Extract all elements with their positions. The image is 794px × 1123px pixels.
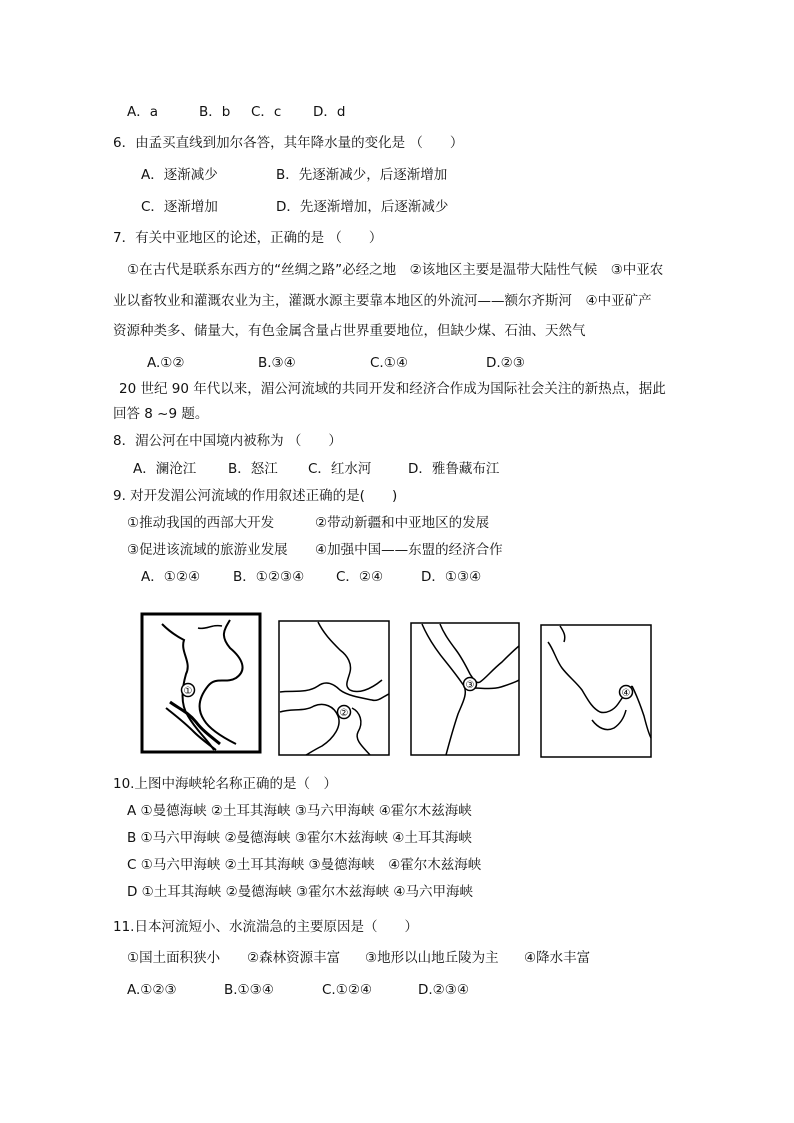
q6-option-b[interactable]: B．先逐渐减少，后逐渐增加 — [276, 167, 448, 183]
q7-body-line-3: 资源种类多、储量大，有色金属含量占世界重要地位，但缺少煤、石油、天然气 — [113, 323, 586, 339]
q7-body-line-1: ①在古代是联系东西方的“丝绸之路”必经之地 ②该地区主要是温带大陆性气候 ③中亚农 — [127, 262, 664, 278]
intro-8-9-line-2: 回答 8 ~9 题。 — [113, 406, 209, 422]
q9-item-2: ②带动新疆和中亚地区的发展 — [315, 515, 490, 531]
strait-map-2 — [278, 620, 390, 756]
q9-option-d[interactable]: D．①③④ — [421, 569, 482, 585]
q6-option-a[interactable]: A．逐渐减少 — [141, 167, 218, 183]
q8-option-c[interactable]: C．红水河 — [308, 461, 372, 477]
q7-option-b[interactable]: B.③④ — [258, 355, 296, 371]
q9-option-a[interactable]: A．①②④ — [141, 569, 201, 585]
q9-item-3: ③促进该流域的旅游业发展 — [127, 542, 288, 558]
q11-option-c[interactable]: C.①②④ — [322, 982, 373, 998]
q8-stem: 8．湄公河在中国境内被称为 （ ） — [113, 433, 342, 449]
strait-label-4: ④ — [621, 688, 631, 699]
q10-option-d[interactable]: D ①土耳其海峡 ②曼德海峡 ③霍尔木兹海峡 ④马六甲海峡 — [127, 884, 473, 900]
q11-option-d[interactable]: D.②③④ — [418, 982, 469, 998]
q8-option-b[interactable]: B．怒江 — [228, 461, 278, 477]
q8-option-d[interactable]: D．雅鲁藏布江 — [408, 461, 500, 477]
q6-option-d[interactable]: D．先逐渐增加，后逐渐减少 — [276, 199, 449, 215]
q6-stem: 6．由孟买直线到加尔各答，其年降水量的变化是 （ ） — [113, 135, 464, 151]
q5-option-c[interactable]: C．c — [251, 104, 282, 120]
q9-stem: 9. 对开发湄公河流域的作用叙述正确的是( ) — [113, 488, 398, 504]
strait-label-1: ① — [183, 686, 193, 697]
q9-options — [141, 568, 481, 586]
intro-8-9-line-1: 20 世纪 90 年代以来，湄公河流域的共同开发和经济合作成为国际社会关注的新热点，据此 — [119, 381, 666, 397]
strait-label-2: ② — [339, 708, 349, 719]
q6-option-c[interactable]: C．逐渐增加 — [141, 199, 218, 215]
q7-option-d[interactable]: D.②③ — [486, 355, 525, 371]
q10-option-a[interactable]: A ①曼德海峡 ②土耳其海峡 ③马六甲海峡 ④霍尔木兹海峡 — [127, 803, 472, 819]
q11-item-2: ②森林资源丰富 — [247, 950, 341, 966]
q7-option-a[interactable]: A.①② — [147, 355, 185, 371]
strait-map-4 — [540, 624, 652, 758]
q7-option-c[interactable]: C.①④ — [370, 355, 408, 371]
q10-option-c[interactable]: C ①马六甲海峡 ②土耳其海峡 ③曼德海峡 ④霍尔木兹海峡 — [127, 857, 482, 873]
q9-item-4: ④加强中国——东盟的经济合作 — [315, 542, 503, 558]
q9-option-c[interactable]: C．②④ — [336, 569, 384, 585]
q7-body-line-2: 业以畜牧业和灌溉农业为主，灌溉水源主要靠本地区的外流河——额尔齐斯河 ④中亚矿产 — [113, 293, 652, 309]
q11-item-1: ①国土面积狭小 — [127, 950, 221, 966]
strait-maps — [140, 612, 660, 762]
q5-option-b[interactable]: B．b — [199, 104, 231, 120]
strait-label-3: ③ — [465, 680, 475, 691]
q7-stem: 7．有关中亚地区的论述，正确的是 （ ） — [113, 230, 383, 246]
q8-options — [133, 460, 499, 478]
q9-option-b[interactable]: B．①②③④ — [233, 569, 305, 585]
strait-map-3 — [410, 622, 520, 756]
q11-option-a[interactable]: A.①②③ — [127, 982, 177, 998]
strait-map-1 — [140, 612, 262, 754]
q11-option-b[interactable]: B.①③④ — [224, 982, 274, 998]
q5-options — [127, 103, 345, 121]
q9-item-1: ①推动我国的西部大开发 — [127, 515, 275, 531]
q10-stem: 10.上图中海峡轮名称正确的是（ ） — [113, 776, 337, 792]
q11-item-3: ③地形以山地丘陵为主 — [365, 950, 499, 966]
q5-option-d[interactable]: D．d — [313, 104, 346, 120]
q10-option-b[interactable]: B ①马六甲海峡 ②曼德海峡 ③霍尔木兹海峡 ④土耳其海峡 — [127, 830, 472, 846]
q5-option-a[interactable]: A．a — [127, 104, 159, 120]
q11-stem: 11.日本河流短小、水流湍急的主要原因是（ ） — [113, 919, 418, 935]
q8-option-a[interactable]: A．澜沧江 — [133, 461, 197, 477]
q11-item-4: ④降水丰富 — [524, 950, 591, 966]
